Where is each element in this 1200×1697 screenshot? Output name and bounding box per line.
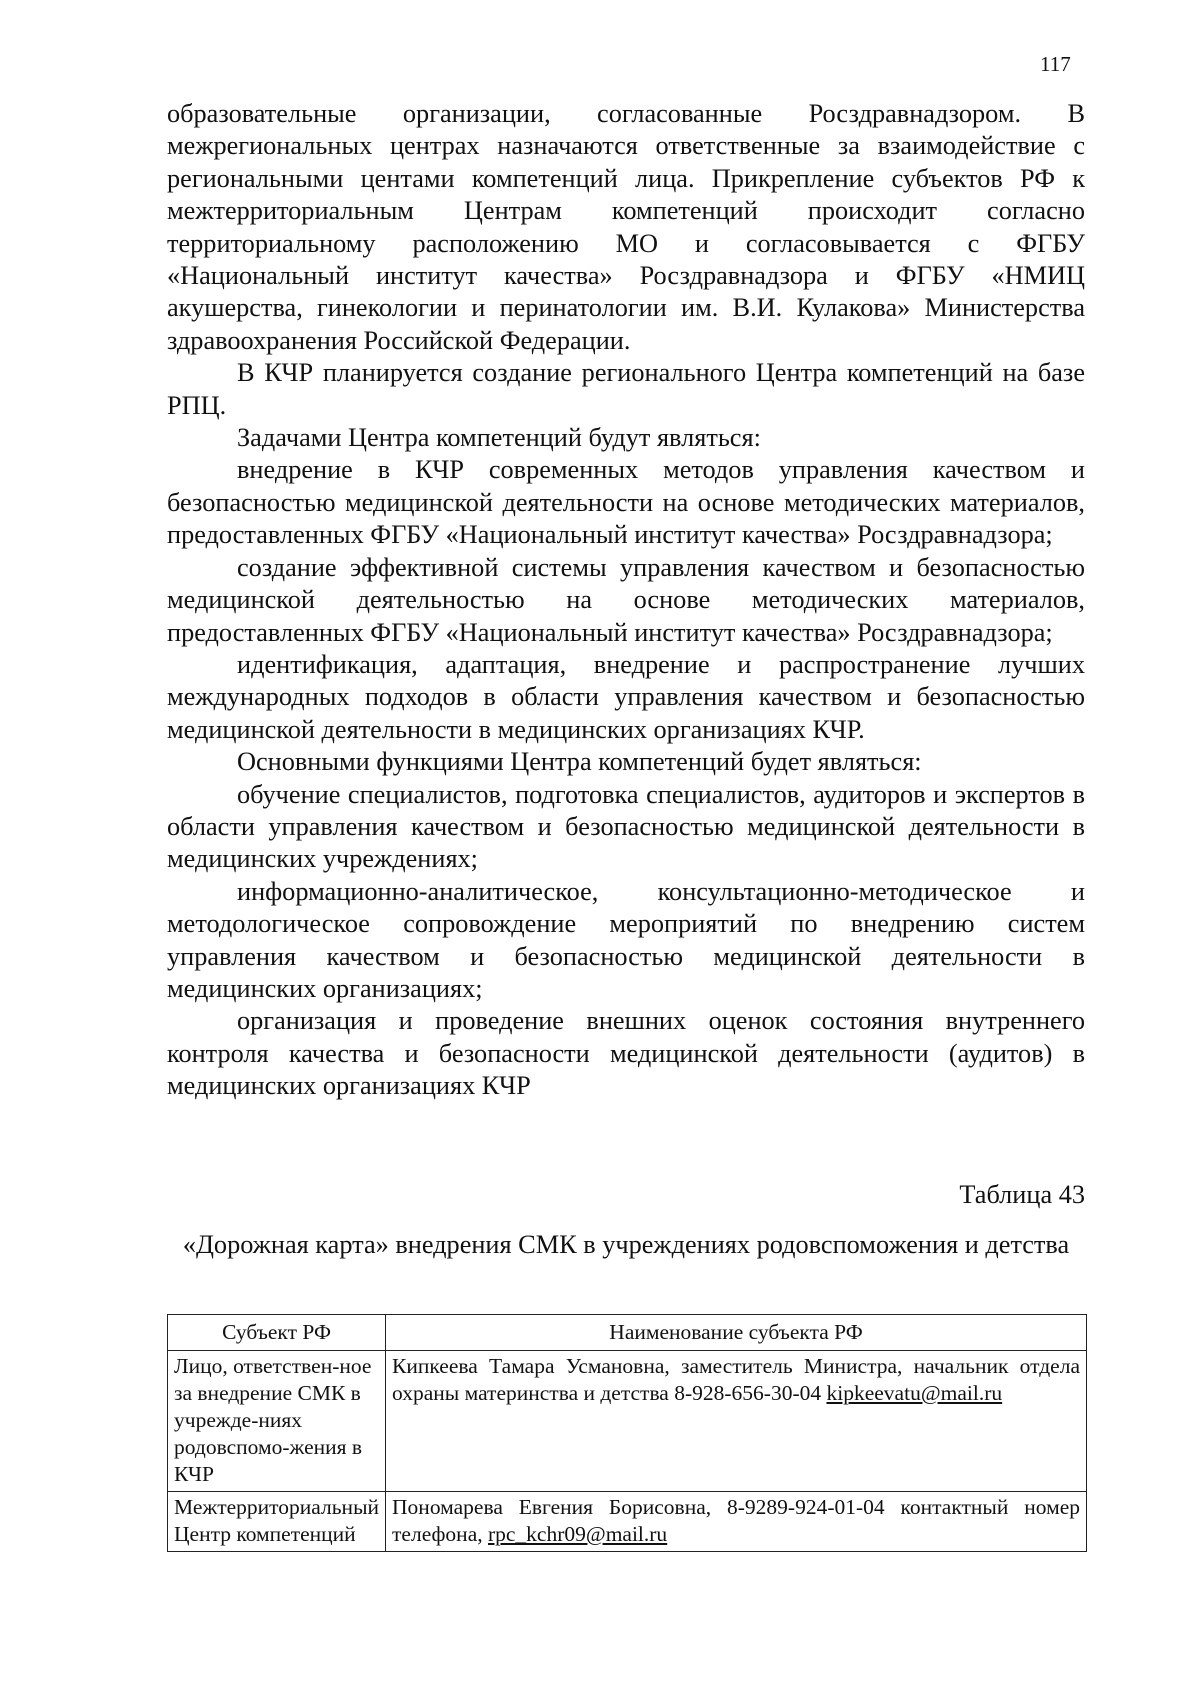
table-title: «Дорожная карта» внедрения СМК в учреждениях родовспоможения и детства (182, 1230, 1070, 1259)
contact-text: Кипкеева Тамара Усмановна, заместитель Министра, начальник отдела охраны материнства и детства 8-928-656-30-04 (392, 1354, 1080, 1405)
body-text (167, 98, 1085, 1103)
paragraph-function-3: организация и проведение внешних оценок состояния внутреннего контроля качества и безопасности медицинской деятельности (аудитов) в медицинских организациях КЧР (167, 1006, 1085, 1101)
email-link[interactable]: rpc_kchr09@mail.ru (487, 1522, 668, 1546)
table-cell-subject: Лицо, ответствен-ное за внедрение СМК в учрежде-ниях родовспомо-жения в КЧР (168, 1351, 386, 1492)
table-cell-subject: Межтерриториальный Центр компетенций (168, 1492, 386, 1552)
table-row (168, 1351, 1087, 1492)
contact-text: Пономарева Евгения Борисовна, 8-9289-924-01-04 контактный номер телефона, (392, 1495, 1080, 1546)
table-cell-name (386, 1351, 1087, 1492)
paragraph-tasks-heading: Задачами Центра компетенций будут являться: (237, 423, 761, 453)
table-cell-name (386, 1492, 1087, 1552)
paragraph-task-2: создание эффективной системы управления качеством и безопасностью медицинской деятельностью на основе методических материалов, предоставленных ФГБУ «Национальный институт качества» Росздравнадзора; (167, 552, 1085, 647)
page-number: 117 (1040, 52, 1071, 76)
paragraph-function-1: обучение специалистов, подготовка специалистов, аудиторов и экспертов в области управления качеством и безопасностью медицинской деятельности в медицинских учреждениях; (167, 779, 1085, 874)
table-caption: Таблица 43 (959, 1180, 1085, 1209)
paragraph-functions-heading: Основными функциями Центра компетенций будет являться: (237, 747, 922, 777)
paragraph-plan: В КЧР планируется создание регионального Центра компетенций на базе РПЦ. (167, 358, 1085, 420)
paragraph-intro: образовательные организации, согласованные Росздравнадзором. В межрегиональных центрах назначаются ответственные за взаимодействие с региональными центами компетенций лица. Прикрепление субъектов РФ к межтерриториальным Центрам компетенций происходит согласно территориальному расположению МО и согласовывается с ФГБУ «Национальный институт качества» Росздравнадзора и ФГБУ «НМИЦ акушерства, гинекологии и перинатологии им. В.И. Кулакова» Министерства здравоохранения Российской Федерации. (167, 99, 1085, 355)
table-header-subject: Субъект РФ (168, 1315, 386, 1351)
table-row (168, 1492, 1087, 1552)
table-header-row (168, 1315, 1087, 1351)
table-header-name: Наименование субъекта РФ (386, 1315, 1087, 1351)
email-link[interactable]: kipkeevatu@mail.ru (826, 1381, 1003, 1405)
paragraph-task-3: идентификация, адаптация, внедрение и распространение лучших международных подходов в области управления качеством и безопасностью медицинской деятельности в медицинских организациях КЧР. (167, 649, 1085, 744)
roadmap-table (167, 1314, 1087, 1552)
paragraph-function-2: информационно-аналитическое, консультационно-методическое и методологическое сопровождение мероприятий по внедрению систем управления качеством и безопасностью медицинской деятельности в медицинских организациях; (167, 876, 1085, 1003)
paragraph-task-1: внедрение в КЧР современных методов управления качеством и безопасностью медицинской деятельности на основе методических материалов, предоставленных ФГБУ «Национальный институт качества» Росздравнадзора; (167, 455, 1085, 550)
